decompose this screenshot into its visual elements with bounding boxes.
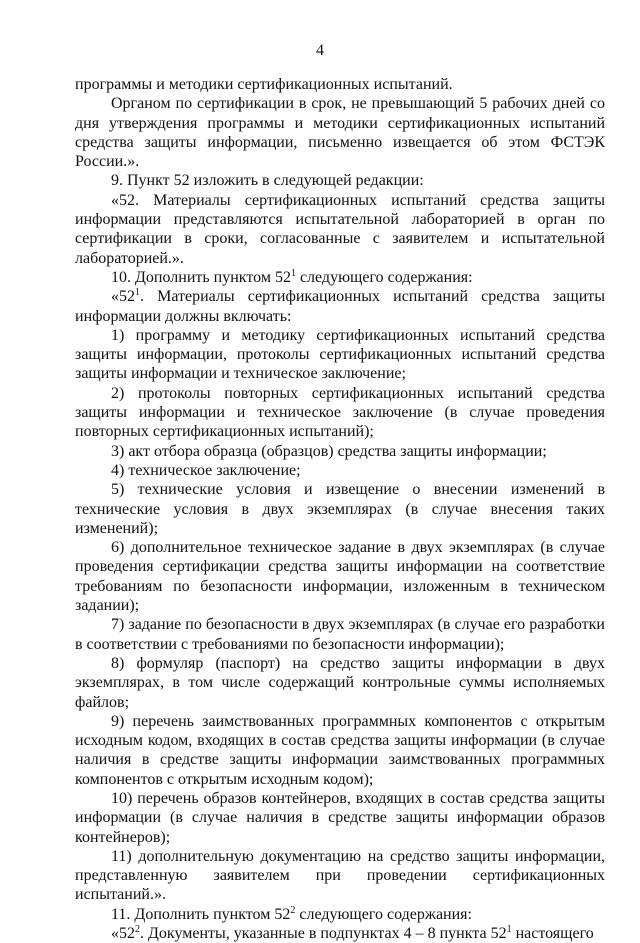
document-body xyxy=(75,75,605,943)
paragraph: «52. Материалы сертификационных испытаний средства защиты информации представляются испытательной лабораторией в орган по сертификации в сроки, согласованные с заявителем и испытательной лабораторией.». xyxy=(75,191,605,267)
paragraph: 1) программу и методику сертификационных испытаний средства защиты информации, протоколы сертификационных испытаний средства защиты информации и техническое заключение; xyxy=(75,326,605,383)
paragraph: 3) акт отбора образца (образцов) средства защиты информации; xyxy=(111,442,547,460)
paragraph: 2) протоколы повторных сертификационных испытаний средства защиты информации и техническое заключение (в случае проведения повторных сертификационных испытаний); xyxy=(75,384,605,441)
paragraph: 7) задание по безопасности в двух экземплярах (в случае его разработки в соответствии с требованиями по безопасности информации); xyxy=(75,616,605,653)
paragraph: 8) формуляр (паспорт) на средство защиты информации в двух экземплярах, в том числе содержащий контрольные суммы исполняемых файлов; xyxy=(75,654,605,711)
paragraph: 10. Дополнить пунктом $52^1$ следующего содержания: xyxy=(111,267,473,286)
paragraph: программы и методики сертификационных испытаний. xyxy=(75,76,453,93)
paragraph: «$52^1$. Материалы сертификационных испытаний средства защиты информации должны включать: xyxy=(75,287,605,325)
paragraph: 11. Дополнить пунктом $52^2$ следующего содержания: xyxy=(111,904,472,923)
paragraph: 5) технические условия и извещение о внесении изменений в технические условия в двух экземплярах (в случае внесения таких изменений); xyxy=(75,481,605,537)
paragraph: 4) техническое заключение; xyxy=(111,461,301,479)
paragraph: 10) перечень образов контейнеров, входящих в состав средства защиты информации (в случае наличия в средстве защиты информации образов контейнеров); xyxy=(75,789,605,846)
paragraph: 9. Пункт 52 изложить в следующей редакции: xyxy=(111,172,424,190)
paragraph: Органом по сертификации в срок, не превышающий 5 рабочих дней со дня утверждения программы и методики сертификационных испытаний средства защиты информации, письменно извещается об этом ФСТЭК России.». xyxy=(75,95,605,171)
paragraph: 9) перечень заимствованных программных компонентов с открытым исходным кодом, входящих в состав средства защиты информации (в случае наличия в средстве защиты информации заимствованных программных компонентов с открытым исходным кодом); xyxy=(75,712,605,788)
paragraph: 6) дополнительное техническое задание в двух экземплярах (в случае проведения сертификации средства защиты информации на соответствие требованиям по безопасности информации, изложенным в техническом задании); xyxy=(75,539,605,615)
paragraph: 11) дополнительную документацию на средство защиты информации, представленную заявителем при проведении сертификационных испытаний.». xyxy=(75,847,605,904)
paragraph: «$52^2$. Документы, указанные в подпунктах 4 – 8 пункта $52^1$ настоящего xyxy=(111,924,594,943)
page-number: 4 xyxy=(316,42,324,59)
